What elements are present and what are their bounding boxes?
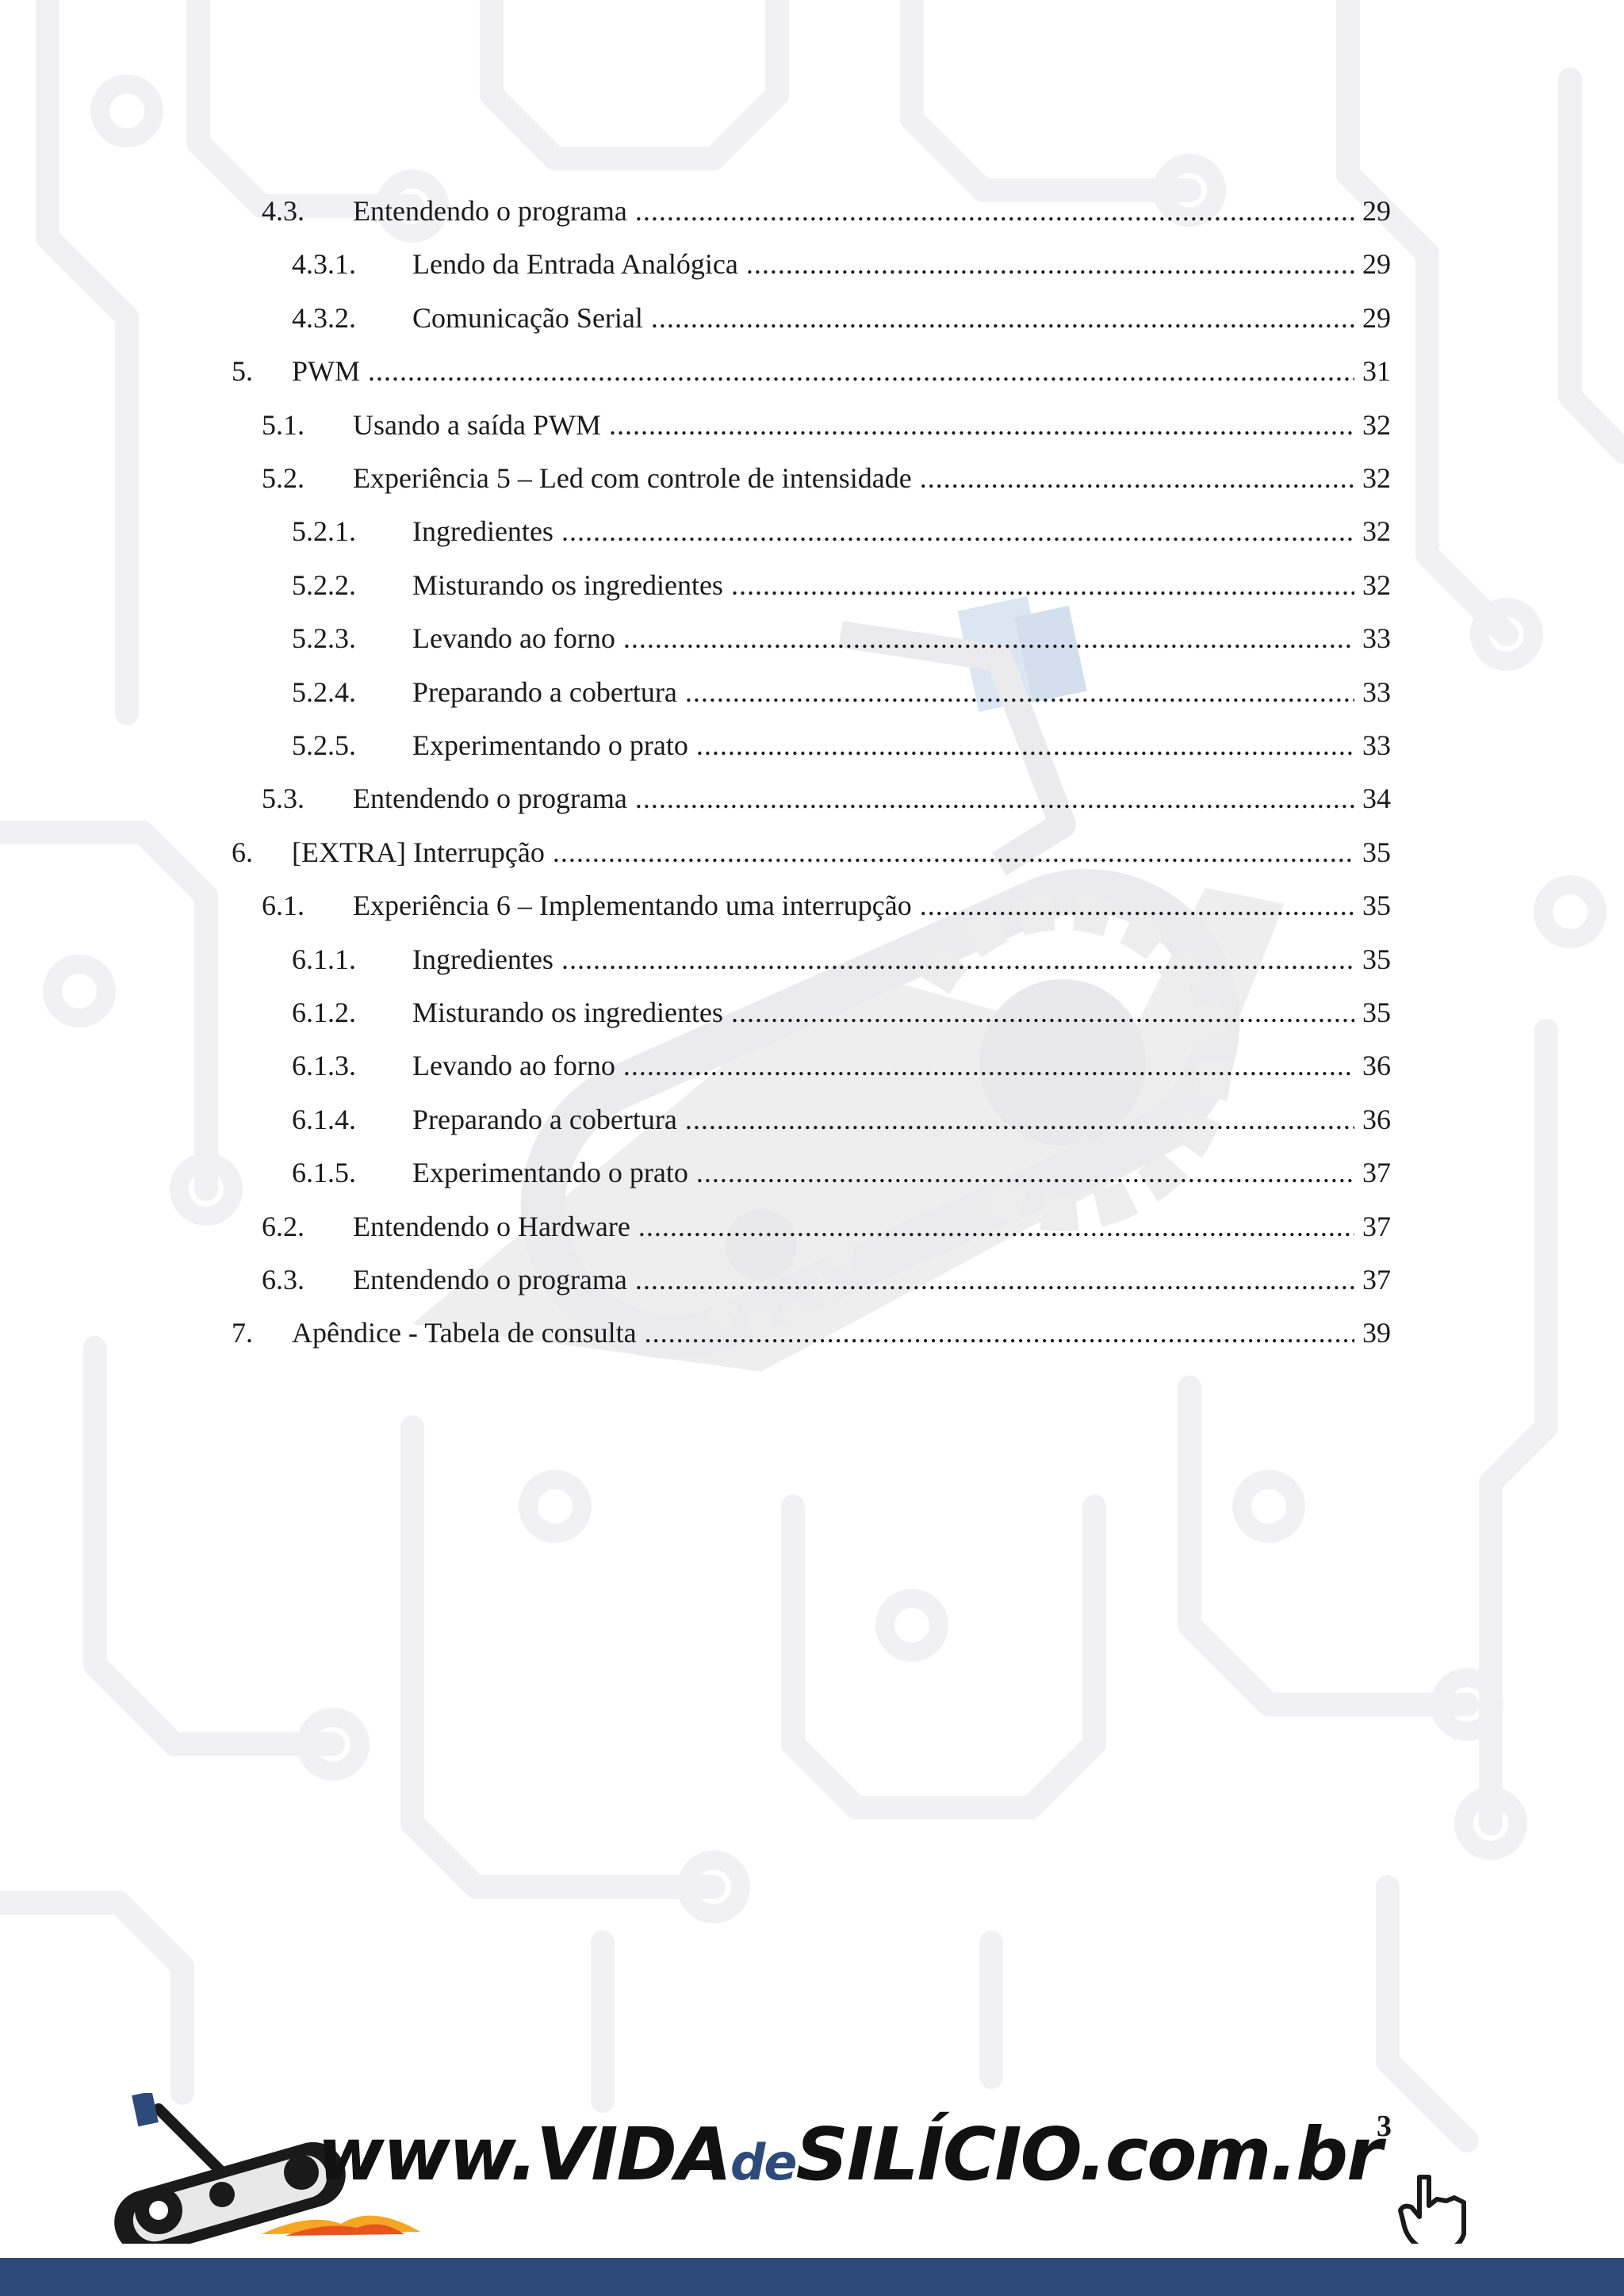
toc-entry-page: 33 bbox=[1362, 622, 1391, 654]
toc-entry bbox=[0, 456, 1624, 500]
toc-entry-number: 5.2.5. bbox=[292, 729, 356, 761]
toc-entry bbox=[0, 242, 1624, 286]
url-vida: VIDA bbox=[536, 2112, 731, 2197]
toc-entry bbox=[0, 1150, 1624, 1195]
toc-entry-number: 6.3. bbox=[262, 1264, 304, 1295]
toc-entry bbox=[0, 349, 1624, 393]
toc-entry-page: 32 bbox=[1362, 569, 1391, 601]
toc-entry bbox=[0, 509, 1624, 553]
toc-entry-page: 32 bbox=[1362, 409, 1391, 441]
toc-entry-number: 7. bbox=[232, 1317, 253, 1349]
toc-entry bbox=[0, 723, 1624, 767]
toc-entry-number: 4.3.1. bbox=[292, 248, 356, 280]
toc-entry bbox=[0, 616, 1624, 660]
toc-entry bbox=[0, 1311, 1624, 1355]
toc-entry-number: 5.2.1. bbox=[292, 515, 356, 547]
toc-entry-number: 5.1. bbox=[262, 409, 304, 441]
toc-entry bbox=[0, 937, 1624, 982]
toc-entry bbox=[0, 776, 1624, 821]
toc-entry bbox=[0, 830, 1624, 874]
toc-entry-page: 36 bbox=[1362, 1050, 1391, 1081]
toc-entry-page: 37 bbox=[1362, 1211, 1391, 1242]
toc-entry-page: 35 bbox=[1362, 836, 1391, 868]
toc-entry-page: 35 bbox=[1362, 943, 1391, 975]
toc-entry-number: 6.1.1. bbox=[292, 943, 356, 975]
toc-entry-number: 6.1.2. bbox=[292, 997, 356, 1028]
toc-entry-title: Preparando a cobertura ..... bbox=[412, 1097, 1354, 1142]
toc-entry bbox=[0, 990, 1624, 1035]
toc-entry-title: Ingredientes ..... bbox=[412, 509, 1354, 553]
toc-entry-number: 6.1. bbox=[262, 890, 304, 921]
bottom-band bbox=[0, 2258, 1624, 2296]
toc-entry-title: Levando ao forno ..... bbox=[412, 616, 1354, 660]
toc-entry-page: 32 bbox=[1362, 515, 1391, 547]
toc-entry bbox=[0, 296, 1624, 340]
toc-entry-number: 5.2.4. bbox=[292, 676, 356, 708]
toc-entry-title: Ingredientes ..... bbox=[412, 937, 1354, 982]
page-number: 3 bbox=[1377, 2110, 1392, 2143]
toc-entry-page: 29 bbox=[1362, 195, 1391, 227]
url-prefix: www. bbox=[317, 2112, 537, 2197]
toc-entry bbox=[0, 1204, 1624, 1249]
toc-entry-number: 6.1.5. bbox=[292, 1157, 356, 1188]
toc-entry-title: Experimentando o prato ..... bbox=[412, 723, 1354, 767]
toc-entry-title: Levando ao forno ..... bbox=[412, 1043, 1354, 1088]
toc-entry-title: Comunicação Serial ..... bbox=[412, 296, 1354, 340]
toc-entry bbox=[0, 883, 1624, 928]
toc-entry-number: 5.2.3. bbox=[292, 622, 356, 654]
toc-entry-page: 36 bbox=[1362, 1104, 1391, 1135]
toc-entry bbox=[0, 670, 1624, 714]
toc-entry bbox=[0, 1043, 1624, 1088]
toc-entry-title: Entendendo o programa ..... bbox=[353, 1257, 1354, 1302]
toc-entry-title: Experiência 6 – Implementando uma interrupção ..... bbox=[353, 883, 1354, 928]
toc-entry-title: Usando a saída PWM ..... bbox=[353, 403, 1354, 447]
toc-entry-number: 6.2. bbox=[262, 1211, 304, 1242]
toc-entry-page: 35 bbox=[1362, 997, 1391, 1028]
toc-entry-page: 33 bbox=[1362, 676, 1391, 708]
toc-entry-title: Apêndice - Tabela de consulta ..... bbox=[292, 1311, 1354, 1355]
toc-entry-title: Lendo da Entrada Analógica ..... bbox=[412, 242, 1354, 286]
flame-icon bbox=[262, 2216, 420, 2236]
toc-entry-page: 31 bbox=[1362, 355, 1391, 387]
url-de: de bbox=[730, 2133, 796, 2191]
toc-entry-title: Experiência 5 – Led com controle de intensidade ..... bbox=[353, 456, 1354, 500]
toc-entry bbox=[0, 1097, 1624, 1142]
toc-entry-page: 37 bbox=[1362, 1157, 1391, 1188]
toc-entry-title: Entendendo o programa ..... bbox=[353, 189, 1354, 233]
toc-entry-number: 6. bbox=[232, 836, 253, 868]
toc-entry-page: 35 bbox=[1362, 890, 1391, 921]
toc-entry-title: Entendendo o Hardware ..... bbox=[353, 1204, 1354, 1249]
toc-entry-title: Experimentando o prato ..... bbox=[412, 1150, 1354, 1195]
toc-entry-title: [EXTRA] Interrupção ..... bbox=[292, 830, 1354, 874]
gear-icon bbox=[135, 2187, 182, 2234]
toc-entry-number: 5.2.2. bbox=[292, 569, 356, 601]
site-url bbox=[317, 2112, 1381, 2202]
toc-entry-title: Preparando a cobertura ..... bbox=[412, 670, 1354, 714]
toc-entry-page: 29 bbox=[1362, 248, 1391, 280]
toc-entry-title: Misturando os ingredientes ..... bbox=[412, 563, 1354, 607]
toc-entry-number: 5.2. bbox=[262, 462, 304, 494]
toc-entry-number: 4.3.2. bbox=[292, 302, 356, 334]
toc-entry-page: 32 bbox=[1362, 462, 1391, 494]
toc-entry bbox=[0, 563, 1624, 607]
toc-entry-title: Entendendo o programa ..... bbox=[353, 776, 1354, 821]
toc-entry-page: 39 bbox=[1362, 1317, 1391, 1349]
url-suffix: .com.br bbox=[1078, 2112, 1381, 2197]
toc-entry-title: Misturando os ingredientes ..... bbox=[412, 990, 1354, 1035]
toc-entry-page: 29 bbox=[1362, 302, 1391, 334]
toc-entry-number: 4.3. bbox=[262, 195, 304, 227]
toc-entry bbox=[0, 1257, 1624, 1302]
url-silicio: SILÍCIO bbox=[795, 2112, 1079, 2197]
toc-entry-number: 5.3. bbox=[262, 783, 304, 814]
toc-entry-page: 33 bbox=[1362, 729, 1391, 761]
pointing-hand-icon bbox=[1400, 2177, 1464, 2244]
toc-entry bbox=[0, 403, 1624, 447]
toc-entry bbox=[0, 189, 1624, 233]
toc-entry-page: 37 bbox=[1362, 1264, 1391, 1295]
toc-entry-title: PWM ..... bbox=[292, 349, 1354, 393]
toc-entry-page: 34 bbox=[1362, 783, 1391, 814]
toc-entry-number: 6.1.4. bbox=[292, 1104, 356, 1135]
toc-entry-number: 6.1.3. bbox=[292, 1050, 356, 1081]
toc-entry-number: 5. bbox=[232, 355, 253, 387]
